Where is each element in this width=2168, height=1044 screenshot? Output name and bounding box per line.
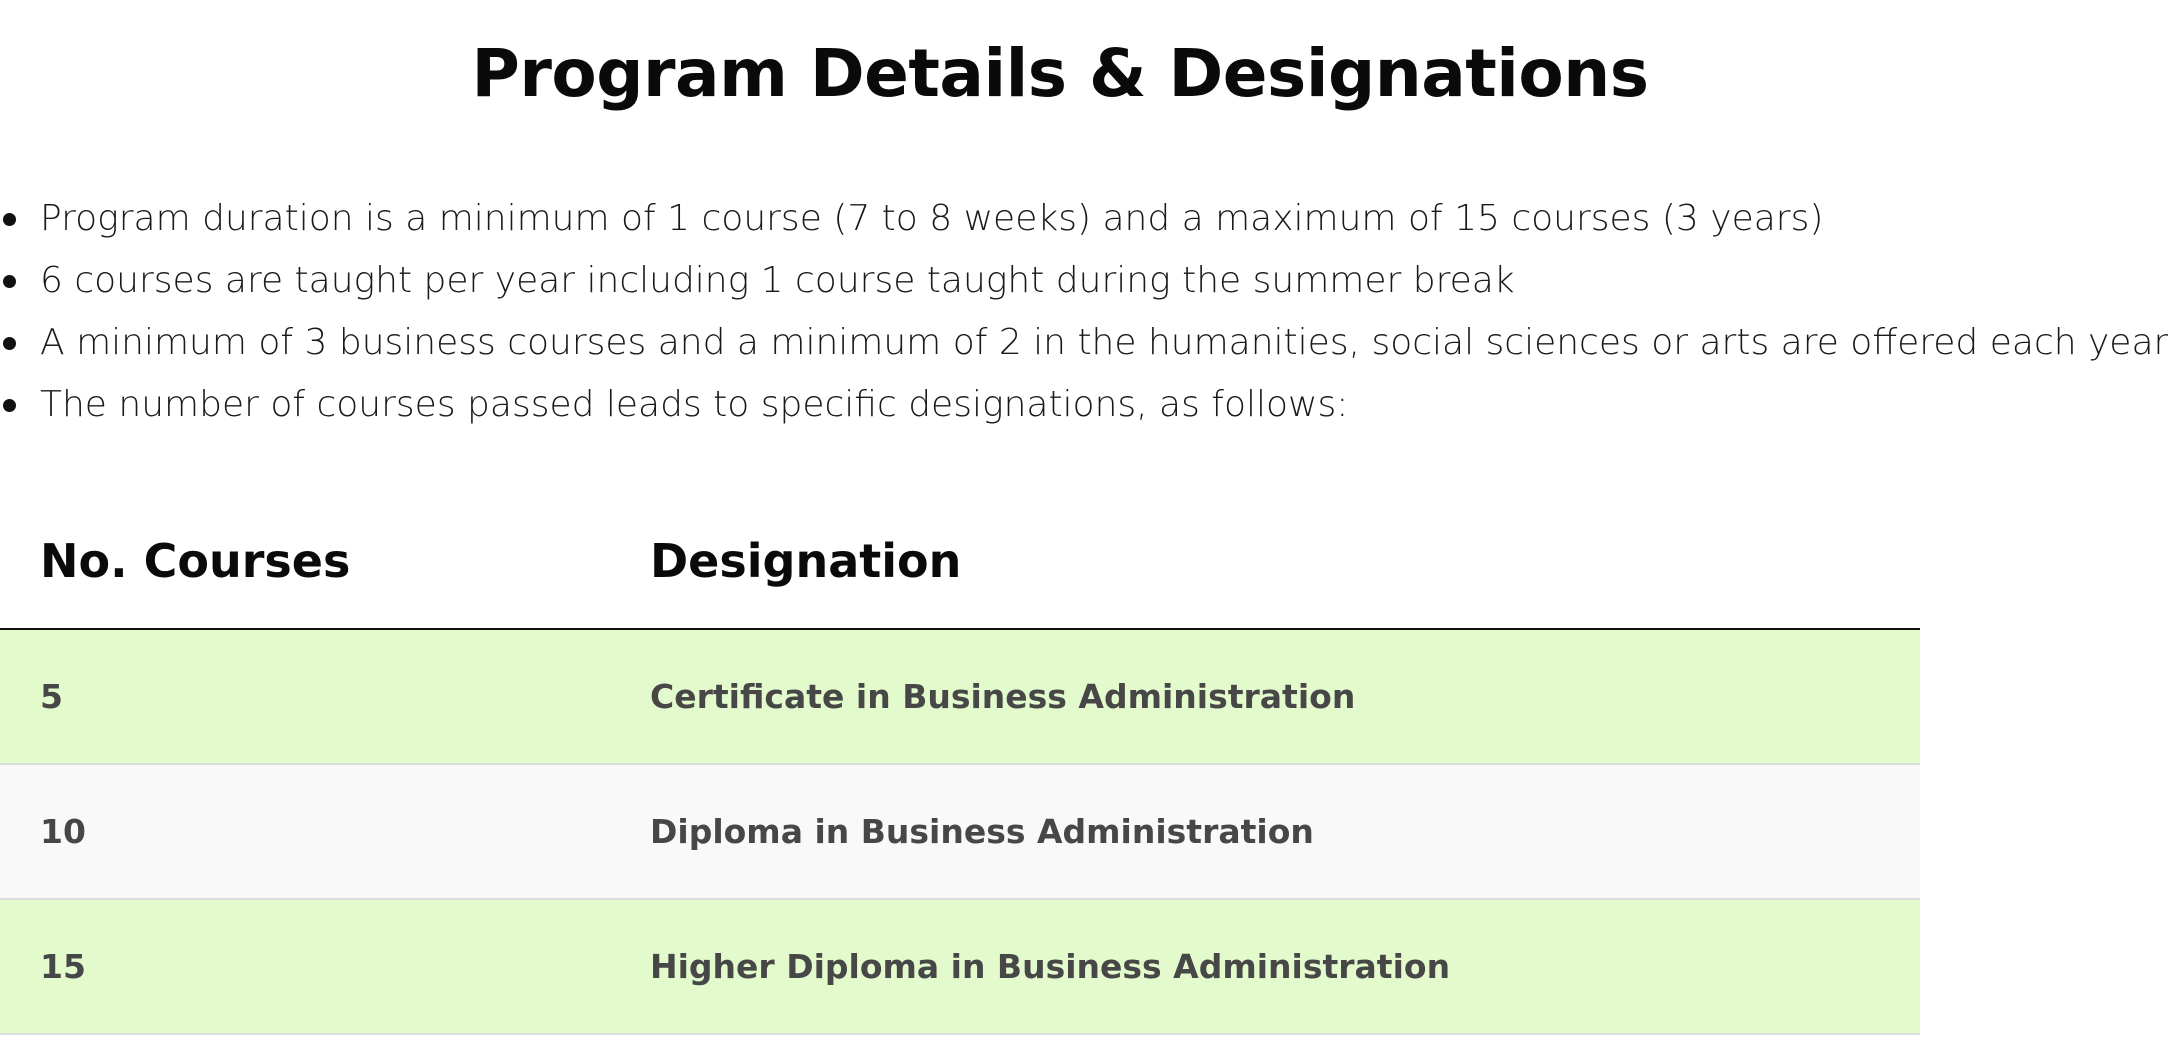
cell-courses: 15 [40,947,86,986]
list-item [0,250,1920,312]
bullet-icon [3,337,16,350]
list-item-text: The number of courses passed leads to specific designations, as follows: [40,384,1349,425]
list-item-text: 6 courses are taught per year including 1 course taught during the summer break [40,260,1515,301]
bullet-icon [3,275,16,288]
column-header-courses: No. Courses [40,534,351,588]
bullet-icon [3,213,16,226]
list-item [0,188,1920,250]
table-row [0,900,1920,1035]
cell-designation: Higher Diploma in Business Administration [650,947,1451,986]
bullet-icon [3,399,16,412]
cell-designation: Certificate in Business Administration [650,677,1356,716]
title-area [0,0,1920,140]
cell-courses: 10 [40,812,86,851]
designations-table-body [0,630,1920,1035]
page-title: Program Details & Designations [471,35,1649,112]
table-row [0,630,1920,765]
list-item-text: A minimum of 3 business courses and a minimum of 2 in the humanities, social sciences or arts are offered each year [40,322,2168,363]
column-header-designation: Designation [650,534,962,588]
list-item-text: Program duration is a minimum of 1 course (7 to 8 weeks) and a maximum of 15 courses (3 years) [40,198,1824,239]
list-item [0,312,2168,374]
list-item [0,374,1920,436]
cell-designation: Diploma in Business Administration [650,812,1314,851]
program-details-list [0,188,2168,436]
designations-table-header [0,510,1920,630]
table-row [0,765,1920,900]
cell-courses: 5 [40,677,63,716]
